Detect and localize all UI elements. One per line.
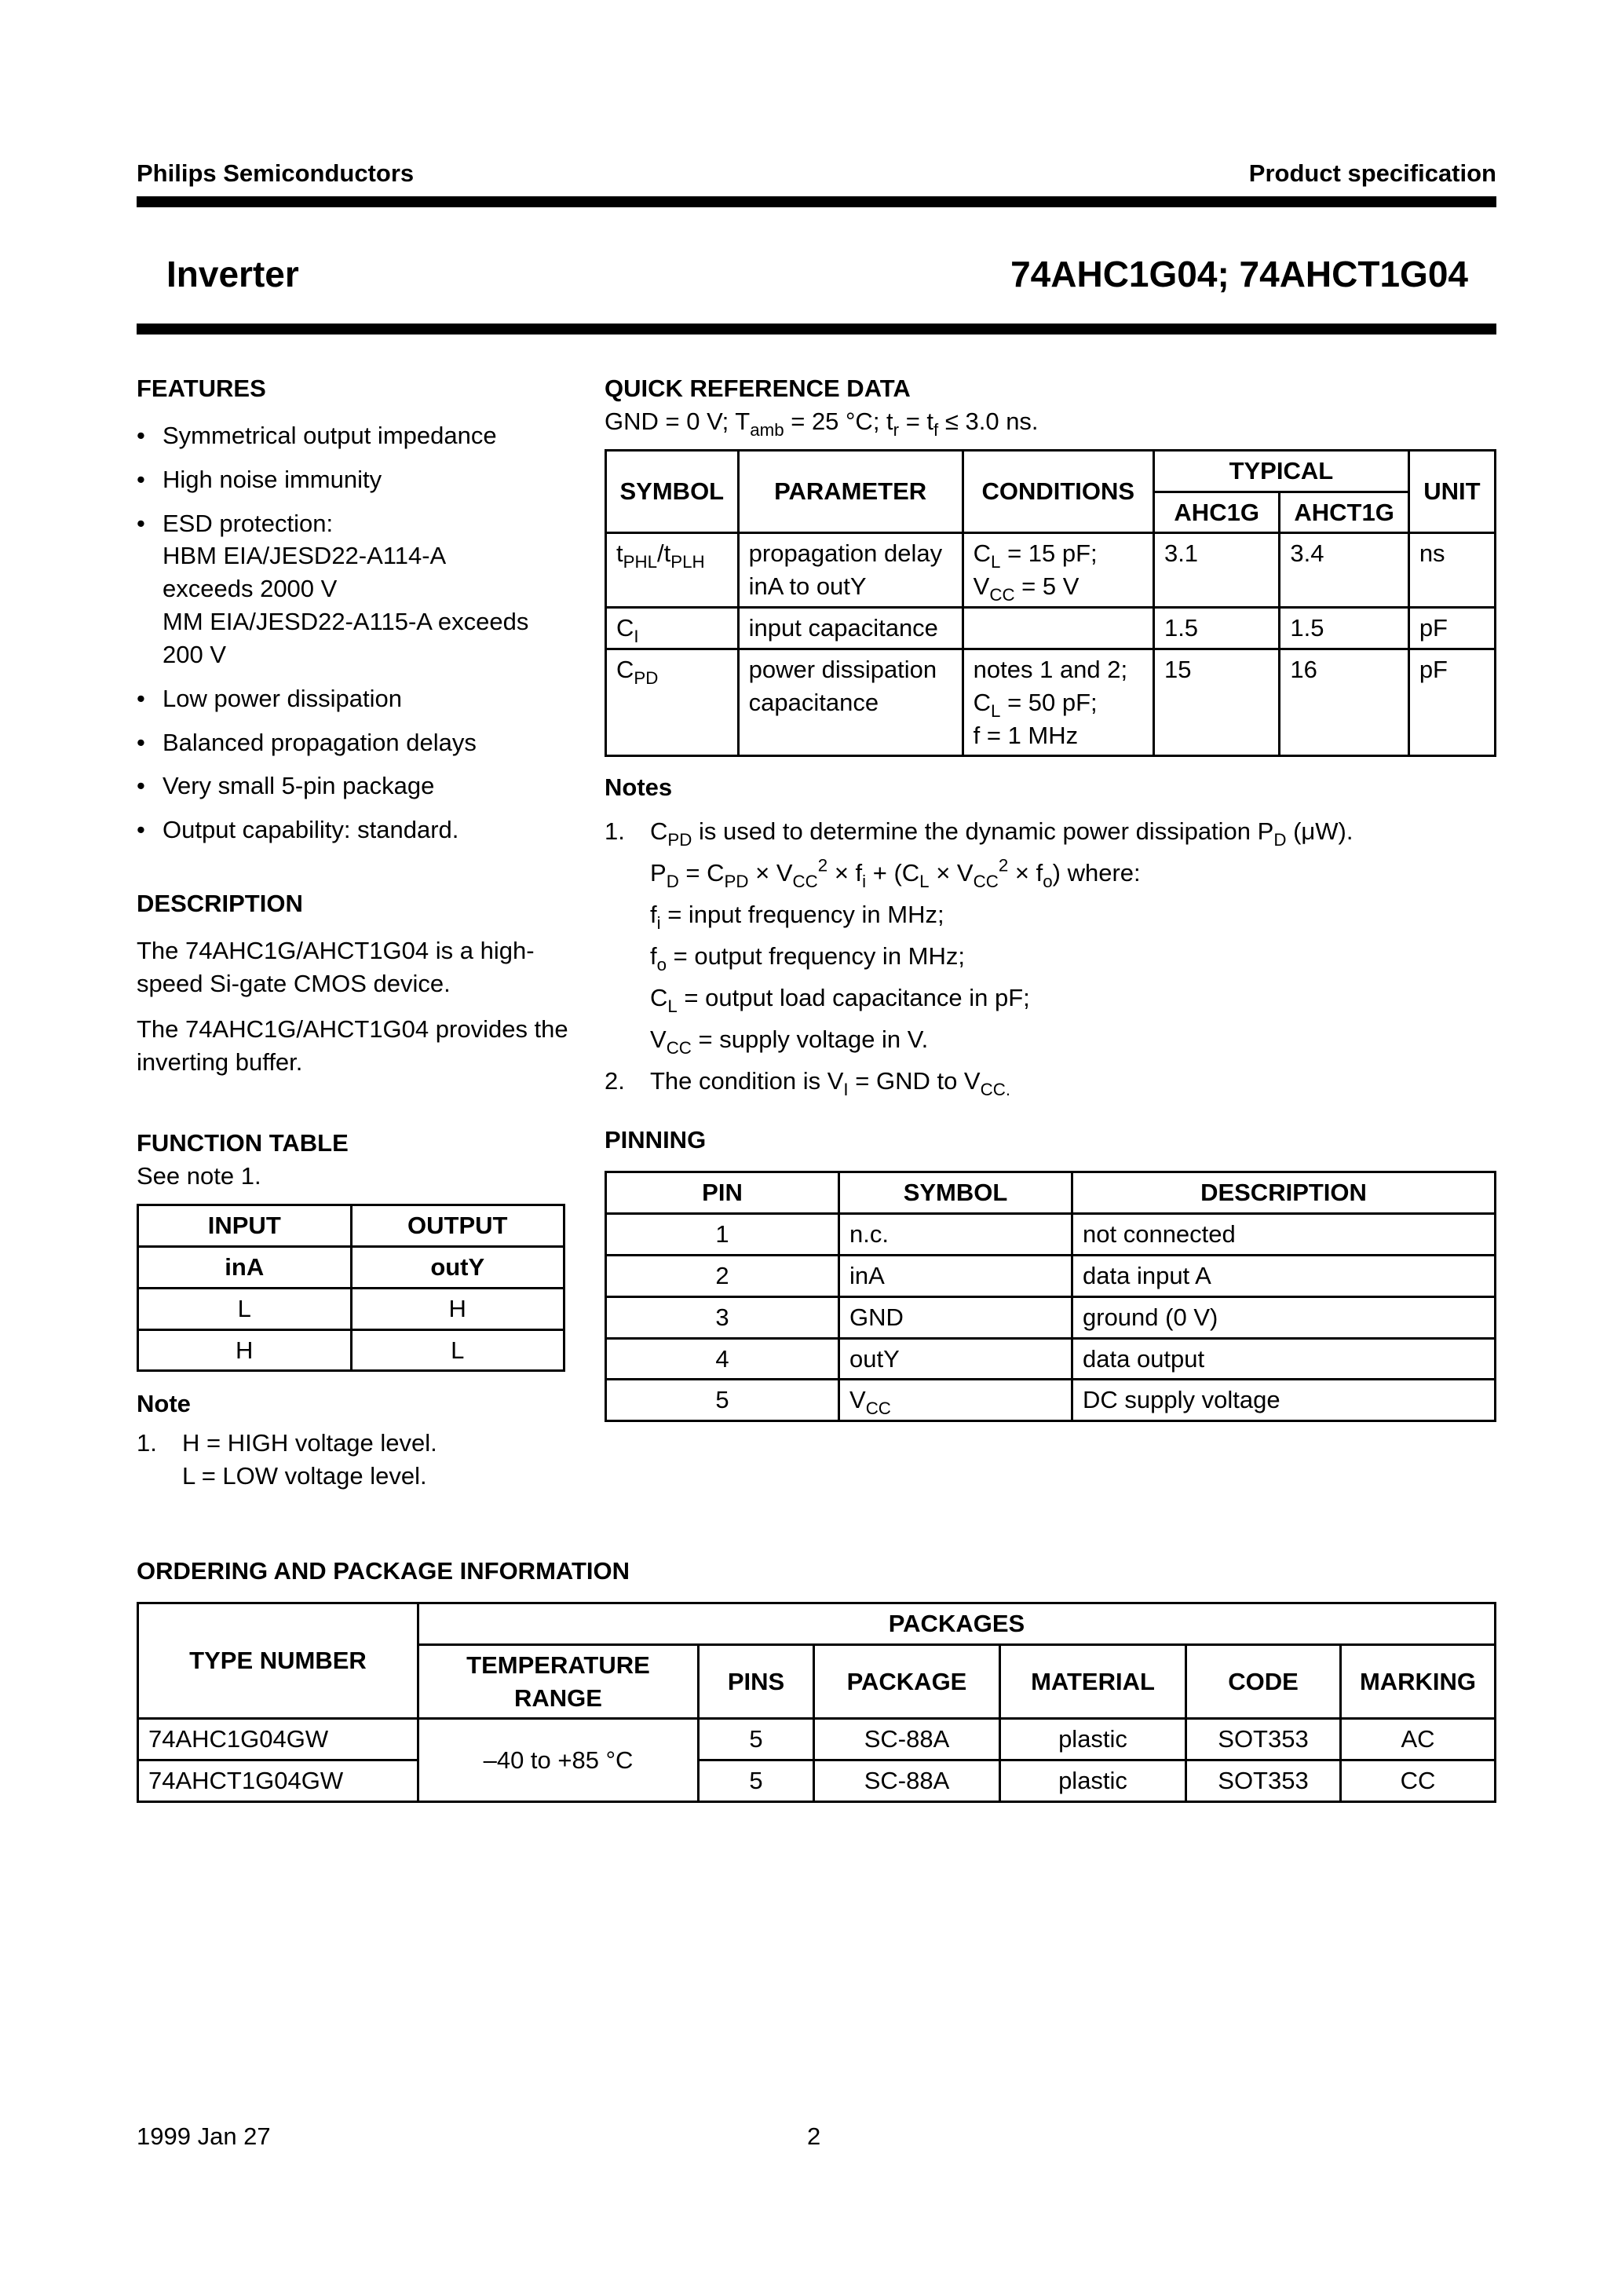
formula-definition: $f_i$ = input frequency in MHz; [650, 901, 944, 934]
table-row: 2 inA data input A [606, 1255, 1496, 1296]
ordering-heading: ORDERING AND PACKAGE INFORMATION [137, 1557, 630, 1585]
quick-reference-heading: QUICK REFERENCE DATA [605, 375, 911, 402]
part-numbers: 74AHC1G04; 74AHCT1G04 [1010, 254, 1468, 294]
column-subheader-outy: outY [351, 1246, 564, 1288]
column-header-conditions: CONDITIONS [963, 450, 1153, 533]
description-heading: DESCRIPTION [137, 890, 303, 918]
company-name: Philips Semiconductors [137, 159, 415, 187]
table-row: $C_{PD}$ power dissipation capacitance notes 1 and 2; $C_L = 50$ pF; f = 1 MHz 15 16 pF [606, 649, 1496, 756]
page-title: Inverter [166, 254, 299, 294]
column-subheader-ina: inA [138, 1246, 352, 1288]
function-table-heading: FUNCTION TABLE [137, 1129, 349, 1157]
list-item: • High noise immunity [137, 465, 382, 493]
page-number: 2 [807, 2122, 821, 2150]
list-item: • Balanced propagation delays [137, 728, 477, 756]
column-header-input: INPUT [138, 1205, 352, 1247]
right-column [605, 372, 1496, 1422]
formula-definition: $V_{CC}$ = supply voltage in V. [650, 1026, 929, 1058]
column-header-type-number: TYPE NUMBER [138, 1603, 418, 1719]
header-rule-top [137, 196, 1496, 207]
document-type: Product specification [1248, 159, 1496, 187]
list-item: • Very small 5-pin package [137, 772, 435, 800]
function-note: 1. H = HIGH voltage level. L = LOW voltage level. [137, 1429, 437, 1490]
table-row: 1 n.c. not connected [606, 1213, 1496, 1255]
footer-date: 1999 Jan 27 [137, 2122, 271, 2150]
function-note-heading: Note [137, 1390, 191, 1418]
pinning-heading: PINNING [605, 1126, 707, 1154]
column-header-unit: UNIT [1408, 450, 1495, 533]
notes-block [605, 810, 1496, 1102]
column-header-marking: MARKING [1341, 1644, 1496, 1719]
header-rule-bottom [137, 324, 1496, 335]
column-header-description: DESCRIPTION [1072, 1172, 1496, 1214]
column-header-parameter: PARAMETER [738, 450, 963, 533]
note-1: 1. $C_{PD}$ is used to determine the dynamic power dissipation $P_D$ (μW). [605, 817, 1353, 850]
table-row: 5 $V_{CC}$ DC supply voltage [606, 1380, 1496, 1421]
pinning-table [605, 1171, 1496, 1422]
table-row: 74AHCT1G04GW 5 SC-88A plastic SOT353 CC [138, 1760, 1496, 1802]
column-header-output: OUTPUT [351, 1205, 564, 1247]
column-header-pin: PIN [606, 1172, 839, 1214]
table-row: $C_I$ input capacitance 1.5 1.5 pF [606, 608, 1496, 649]
column-header-packages: PACKAGES [418, 1603, 1496, 1644]
left-column [137, 372, 576, 1493]
column-header-pins: PINS [699, 1644, 814, 1719]
ordering-section [137, 1555, 1496, 1803]
column-header-symbol: SYMBOL [606, 450, 739, 533]
table-row: L H [138, 1288, 564, 1329]
list-item: • Low power dissipation [137, 684, 403, 712]
features-heading: FEATURES [137, 375, 266, 402]
features-list [137, 419, 576, 846]
column-header-symbol: SYMBOL [839, 1172, 1072, 1214]
description-paragraph-1: The 74AHC1G/AHCT1G04 is a high-speed Si-gate CMOS device. [137, 936, 535, 997]
column-header-code: CODE [1186, 1644, 1341, 1719]
column-header-package: PACKAGE [814, 1644, 1000, 1719]
quick-reference-conditions: GND = 0 V; $T_{amb} = 25$ °C; $t_r = t_f \le 3.0$ ns. [605, 407, 1039, 440]
table-row: $t_{PHL}/t_{PLH}$ propagation delay inA to outY $C_L = 15$ pF; $V_{CC} = 5$ V 3.1 3.4 ns [606, 533, 1496, 608]
list-item: • ESD protection: HBM EIA/JESD22-A114-A exceeds 2000 V MM EIA/JESD22-A115-A exceeds 200 V [137, 509, 529, 668]
table-row: 74AHC1G04GW –40 to +85 °C 5 SC-88A plastic SOT353 AC [138, 1719, 1496, 1760]
formula-definition: $C_L$ = output load capacitance in pF; [650, 984, 1030, 1017]
function-table [137, 1204, 565, 1372]
ordering-table [137, 1602, 1496, 1803]
function-table-see-note: See note 1. [137, 1162, 261, 1190]
column-header-ahct1g: AHCT1G [1280, 492, 1408, 533]
power-formula: $P_D = C_{PD} \times V_{CC}^2 \times f_i + (C_L \times V_{CC}^2 \times f_o)$ where: [650, 856, 1141, 892]
column-header-typical: TYPICAL [1153, 450, 1408, 492]
column-header-material: MATERIAL [1000, 1644, 1186, 1719]
note-2: 2. The condition is $V_I$ = GND to $V_{CC.}$ [605, 1067, 1011, 1100]
temperature-range-cell: –40 to +85 °C [418, 1719, 699, 1802]
formula-definition: $f_o$ = output frequency in MHz; [650, 942, 965, 975]
list-item: • Output capability: standard. [137, 816, 459, 844]
table-row: H L [138, 1329, 564, 1371]
list-item: • Symmetrical output impedance [137, 421, 497, 449]
quick-reference-table [605, 449, 1496, 758]
notes-heading: Notes [605, 773, 673, 802]
column-header-temperature-range: TEMPERATURE RANGE [418, 1644, 699, 1719]
table-row: 4 outY data output [606, 1338, 1496, 1380]
table-row: 3 GND ground (0 V) [606, 1296, 1496, 1338]
column-header-ahc1g: AHC1G [1153, 492, 1279, 533]
description-paragraph-2: The 74AHC1G/AHCT1G04 provides the inverting buffer. [137, 1015, 568, 1076]
